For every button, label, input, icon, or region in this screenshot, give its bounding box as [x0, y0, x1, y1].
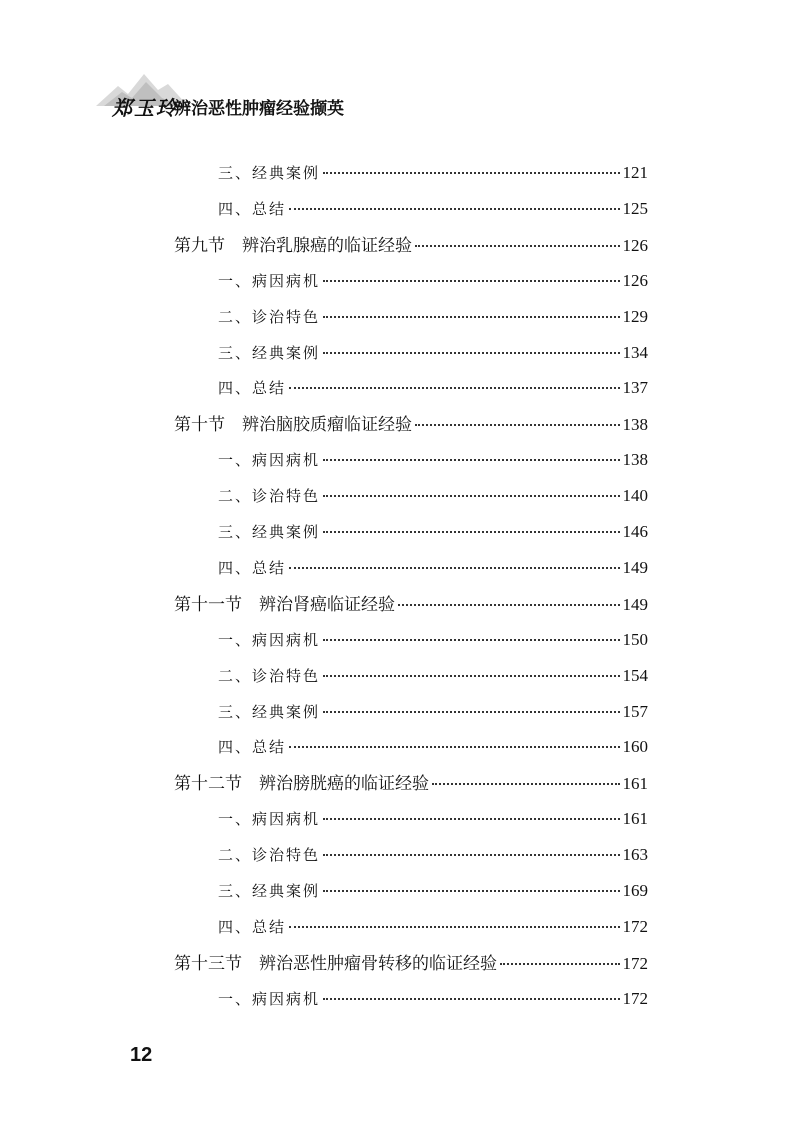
toc-page-number: 160: [622, 737, 648, 757]
toc-entry-label: 第十节 辨治脑胶质瘤临证经验: [174, 415, 412, 436]
toc-entry-label: 第十一节 辨治肾癌临证经验: [174, 594, 395, 615]
toc-entry-label: 第九节 辨治乳腺癌的临证经验: [174, 235, 412, 256]
dot-leader: [415, 245, 620, 247]
toc-entry-row: [218, 270, 648, 291]
header-author: 郑玉玲: [112, 96, 178, 120]
page-number: 12: [130, 1044, 153, 1066]
toc-entry-label: 二、诊治特色: [218, 487, 321, 506]
toc-page-number: 172: [622, 988, 648, 1008]
toc-page-number: 149: [622, 557, 648, 577]
toc-entry-label: 四、总结: [218, 558, 287, 577]
toc-entry-label: 三、经典案例: [218, 164, 321, 182]
dot-leader: [289, 387, 619, 389]
dot-leader: [323, 854, 619, 856]
dot-leader: [323, 172, 619, 174]
dot-leader: [398, 604, 620, 606]
toc-entry-row: [218, 988, 648, 1009]
toc-entry-row: [218, 629, 648, 650]
toc-page-number: 172: [622, 953, 648, 973]
toc-entry-label: 二、诊治特色: [218, 666, 321, 685]
dot-leader: [323, 495, 619, 497]
dot-leader: [323, 890, 619, 892]
dot-leader: [289, 567, 619, 569]
toc-section-row: [174, 949, 648, 974]
toc-entry-row: [218, 557, 648, 578]
toc-entry-row: [218, 377, 648, 398]
toc-entry-label: 三、经典案例: [218, 523, 321, 541]
dot-leader: [323, 998, 619, 1000]
toc-entry-row: [218, 808, 648, 829]
toc-page-number: 169: [622, 881, 648, 900]
toc-entry-label: 二、诊治特色: [218, 846, 321, 865]
toc-entry-label: 四、总结: [218, 199, 287, 218]
toc-section-row: [174, 231, 648, 256]
running-header: [96, 64, 496, 124]
dot-leader: [289, 926, 619, 928]
toc-page-number: 161: [622, 809, 648, 829]
toc-entry-row: [218, 198, 648, 219]
toc-page-number: 149: [622, 594, 648, 614]
toc-page-number: 129: [622, 306, 648, 326]
toc-entry-row: [218, 342, 648, 363]
toc-entry-label: 三、经典案例: [218, 343, 321, 362]
toc-entry-row: [218, 844, 648, 865]
dot-leader: [323, 459, 619, 461]
toc-entry-row: [218, 736, 648, 757]
toc-entry-label: 一、病因病机: [218, 451, 321, 470]
toc-page-number: 140: [622, 486, 648, 506]
toc-page-number: 150: [622, 629, 648, 649]
toc-entry-row: [218, 701, 648, 722]
toc-entry-label: 四、总结: [218, 917, 287, 936]
toc-entry-row: [218, 665, 648, 686]
dot-leader: [432, 783, 620, 785]
toc-entry-label: 三、经典案例: [218, 882, 321, 900]
toc-page-number: 161: [622, 774, 648, 794]
dot-leader: [323, 316, 619, 318]
toc-entry-label: 一、病因病机: [218, 810, 321, 829]
toc-page-number: 154: [622, 665, 648, 685]
toc-page-number: 146: [622, 522, 648, 541]
toc-page-number: 157: [622, 701, 648, 721]
toc-entry-row: [218, 485, 648, 506]
dot-leader: [323, 711, 619, 713]
dot-leader: [323, 280, 619, 282]
dot-leader: [323, 531, 619, 533]
toc-entry-label: 一、病因病机: [218, 989, 321, 1008]
toc-section-row: [174, 410, 648, 435]
toc-entry-label: 第十三节 辨治恶性肿瘤骨转移的临证经验: [174, 953, 497, 974]
toc-page-number: 125: [622, 198, 648, 218]
toc-page-number: 163: [622, 845, 648, 865]
toc-page-number: 172: [622, 916, 648, 936]
toc-entry-row: [218, 162, 648, 183]
header-title: 辨治恶性肿瘤经验撷英: [174, 99, 344, 119]
toc-entry-row: [218, 916, 648, 937]
toc-entry-label: 一、病因病机: [218, 271, 321, 290]
dot-leader: [323, 675, 619, 677]
dot-leader: [323, 352, 619, 354]
toc-entry-label: 二、诊治特色: [218, 307, 321, 326]
toc-entry-row: [218, 306, 648, 327]
toc-page-number: 126: [622, 270, 648, 290]
toc-page-number: 126: [622, 235, 648, 255]
toc-section-row: [174, 769, 648, 794]
dot-leader: [323, 818, 619, 820]
toc-entry-row: [218, 880, 648, 901]
toc-page-number: 134: [622, 342, 648, 362]
dot-leader: [500, 963, 620, 965]
toc-entry-label: 四、总结: [218, 379, 287, 398]
toc-entry-label: 四、总结: [218, 738, 287, 757]
toc-entry-label: 一、病因病机: [218, 630, 321, 649]
toc-entry-label: 三、经典案例: [218, 702, 321, 721]
toc-section-row: [174, 590, 648, 615]
toc-page-number: 137: [622, 378, 648, 398]
dot-leader: [289, 208, 619, 210]
toc-entry-row: [218, 449, 648, 470]
toc-page-number: 138: [622, 450, 648, 470]
dot-leader: [289, 746, 619, 748]
toc-entry-label: 第十二节 辨治膀胱癌的临证经验: [174, 774, 429, 795]
toc-page-number: 138: [622, 415, 648, 435]
dot-leader: [415, 424, 620, 426]
toc-page-number: 121: [622, 163, 648, 182]
dot-leader: [323, 639, 619, 641]
toc-entry-row: [218, 521, 648, 542]
